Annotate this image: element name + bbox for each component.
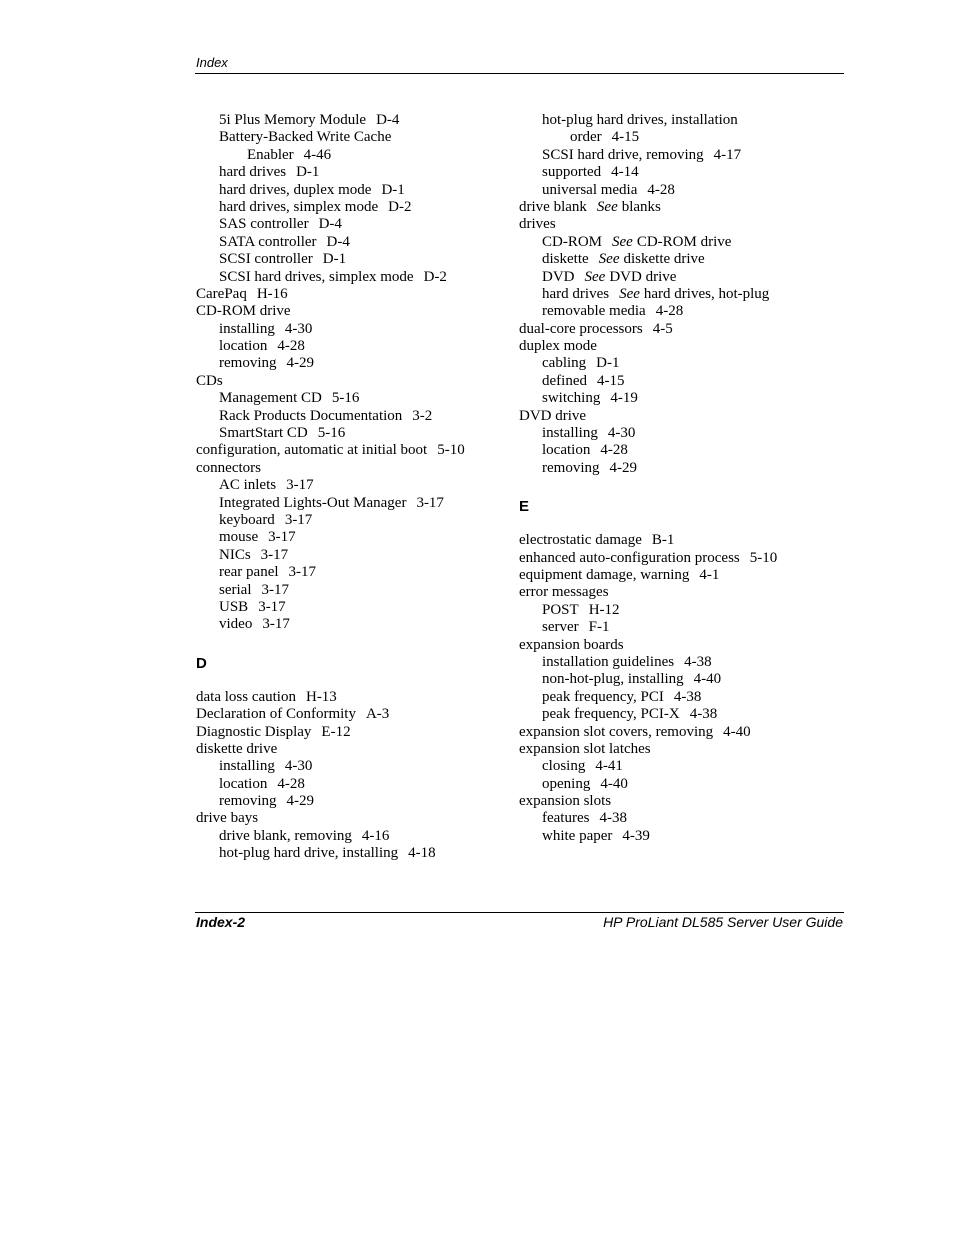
entry-page: 4-40 (723, 723, 751, 740)
index-entry (519, 199, 839, 216)
index-entry (196, 845, 516, 862)
entry-term: mouse (219, 529, 259, 546)
entry-term: Integrated Lights-Out Manager (219, 494, 407, 511)
index-column-left (196, 112, 516, 863)
entry-page: 3-17 (262, 616, 290, 633)
entry-page: 3-17 (261, 581, 289, 598)
header-rule (195, 73, 844, 74)
entry-page: 4-40 (693, 671, 722, 688)
entry-page: D-1 (596, 355, 620, 372)
entry-term: DVD drive (519, 407, 587, 424)
entry-page: 4-18 (408, 845, 436, 862)
index-entry (519, 724, 839, 741)
index-entry (519, 567, 839, 584)
entry-term: enhanced auto-configuration process (519, 549, 740, 566)
index-entry (196, 269, 516, 286)
index-entry (196, 234, 516, 251)
entry-term: SmartStart CD (219, 425, 308, 442)
entry-term: CarePaq (196, 285, 247, 302)
entry-page: 4-19 (610, 390, 638, 407)
index-entry (196, 129, 516, 146)
entry-term: drives (519, 216, 556, 233)
entry-term: error messages (519, 584, 609, 601)
entry-term: removing (542, 459, 600, 476)
entry-term: rear panel (219, 564, 279, 581)
entry-page: 4-38 (599, 810, 627, 827)
index-entry (196, 286, 516, 303)
index-entry (519, 234, 839, 251)
entry-page: 4-30 (607, 425, 636, 442)
entry-term: NICs (219, 546, 251, 563)
entry-page: 4-28 (600, 442, 628, 459)
see-reference: See (598, 251, 620, 268)
entry-term: hot-plug hard drive, installing (219, 845, 399, 862)
entry-page: H-13 (305, 688, 337, 705)
entry-page: 4-30 (284, 320, 313, 337)
entry-term: expansion boards (519, 636, 624, 653)
index-entry (519, 338, 839, 355)
entry-page: 4-28 (277, 338, 305, 355)
index-entry (196, 460, 516, 477)
entry-term: Diagnostic Display (196, 723, 312, 740)
index-entry (519, 442, 839, 459)
entry-page: D-1 (296, 164, 320, 181)
entry-term: connectors (196, 459, 261, 476)
see-target: diskette drive (623, 251, 705, 268)
index-entry (196, 828, 516, 845)
entry-page: B-1 (651, 532, 675, 549)
entry-page: H-16 (256, 285, 288, 302)
see-reference: See (596, 198, 618, 215)
entry-page: D-4 (318, 216, 342, 233)
index-entry (196, 741, 516, 758)
index-entry (196, 390, 516, 407)
index-entry (196, 564, 516, 581)
index-entry (519, 550, 839, 567)
entry-term: DVD (542, 268, 575, 285)
entry-term: order (570, 129, 602, 146)
index-entry (519, 671, 839, 688)
entry-page: D-4 (326, 233, 350, 250)
index-entry (519, 408, 839, 425)
entry-term: diskette (542, 251, 589, 268)
entry-page: 4-39 (622, 827, 650, 844)
index-entry (196, 442, 516, 459)
index-entry (196, 529, 516, 546)
entry-page: 4-41 (595, 758, 623, 775)
entry-term: features (542, 810, 590, 827)
index-entry (196, 689, 516, 706)
entry-page: D-1 (322, 251, 347, 268)
entry-term: installing (542, 425, 598, 442)
entry-term: expansion slot covers, removing (519, 723, 714, 740)
entry-page: 4-15 (611, 129, 640, 146)
entry-term: SCSI controller (219, 251, 313, 268)
index-entry (519, 112, 839, 129)
index-entry (196, 495, 516, 512)
index-column-right (519, 112, 839, 845)
entry-term: drive blank, removing (219, 827, 352, 844)
index-entry (519, 182, 839, 199)
entry-page: 3-17 (416, 494, 444, 511)
index-entry (519, 286, 839, 303)
entry-page: 4-29 (286, 793, 314, 810)
entry-page: 5-10 (749, 549, 778, 566)
index-entry (196, 582, 516, 599)
index-entry (519, 251, 839, 268)
see-reference: See (584, 268, 606, 285)
entry-term: duplex mode (519, 338, 597, 355)
entry-page: D-1 (381, 181, 405, 198)
index-entry (196, 776, 516, 793)
index-entry (196, 477, 516, 494)
index-entry (196, 321, 516, 338)
index-entry (196, 599, 516, 616)
entry-page: 4-29 (286, 355, 314, 372)
see-target: DVD drive (609, 268, 677, 285)
index-entry (519, 147, 839, 164)
entry-term: installing (219, 320, 275, 337)
entry-page: 4-30 (284, 758, 313, 775)
entry-page: 3-17 (260, 546, 289, 563)
index-entry (196, 810, 516, 827)
entry-page: 3-17 (268, 529, 296, 546)
index-entry (196, 373, 516, 390)
entry-page: 4-1 (699, 566, 720, 583)
entry-page: 3-2 (412, 407, 433, 424)
section-letter: D (196, 654, 207, 672)
index-entry (519, 810, 839, 827)
see-reference: See (612, 233, 633, 250)
entry-term: removing (219, 793, 277, 810)
entry-term: Declaration of Conformity (196, 706, 356, 723)
entry-page: 4-28 (655, 303, 684, 320)
index-entry (196, 425, 516, 442)
index-entry (519, 758, 839, 775)
entry-page: 4-38 (673, 688, 702, 705)
index-entry (519, 828, 839, 845)
entry-term: POST (542, 601, 579, 618)
entry-page: 5-10 (437, 442, 465, 459)
see-target: blanks (621, 198, 661, 215)
index-entry (519, 425, 839, 442)
index-entry (196, 338, 516, 355)
entry-term: peak frequency, PCI (542, 688, 664, 705)
entry-term: expansion slots (519, 793, 612, 810)
entry-term: universal media (542, 181, 638, 198)
entry-term: Enabler (247, 146, 294, 163)
entry-term: hard drives, simplex mode (219, 198, 379, 215)
entry-term: SATA controller (219, 233, 317, 250)
entry-term: dual-core processors (519, 320, 643, 337)
see-reference: See (619, 285, 640, 302)
entry-page: 4-14 (611, 164, 639, 181)
index-entry (196, 706, 516, 723)
index-entry (196, 355, 516, 372)
index-entry (196, 216, 516, 233)
index-entry (519, 654, 839, 671)
entry-term: data loss caution (196, 688, 296, 705)
entry-term: location (219, 775, 268, 792)
entry-term: hard drives, duplex mode (219, 181, 372, 198)
index-entry (519, 532, 839, 549)
entry-term: SCSI hard drives, simplex mode (219, 268, 414, 285)
page-number: Index-2 (196, 914, 246, 930)
index-entry (519, 689, 839, 706)
entry-term: Management CD (219, 390, 322, 407)
entry-term: equipment damage, warning (519, 566, 690, 583)
index-entry (519, 390, 839, 407)
entry-page: 4-17 (713, 146, 742, 163)
entry-term: removable media (542, 303, 646, 320)
entry-term: hard drives (542, 285, 610, 302)
index-entry (196, 724, 516, 741)
entry-term: keyboard (219, 511, 275, 528)
index-entry (196, 251, 516, 268)
index-entry (196, 303, 516, 320)
entry-page: 4-38 (684, 653, 712, 670)
index-entry (519, 269, 839, 286)
entry-term: peak frequency, PCI-X (542, 706, 680, 723)
entry-term: cabling (542, 355, 587, 372)
entry-page: 3-17 (286, 477, 314, 494)
entry-page: 3-17 (288, 564, 317, 581)
entry-term: video (219, 616, 253, 633)
index-entry (196, 182, 516, 199)
entry-page: 5-16 (331, 390, 360, 407)
entry-term: diskette drive (196, 740, 278, 757)
section-letter: E (519, 498, 530, 516)
entry-page: D-2 (423, 268, 447, 285)
entry-page: 4-38 (689, 706, 718, 723)
index-entry (519, 602, 839, 619)
entry-term: installing (219, 758, 275, 775)
book-title: HP ProLiant DL585 Server User Guide (603, 914, 843, 930)
entry-page: 4-28 (277, 775, 305, 792)
footer-rule (195, 912, 844, 913)
index-entry (196, 147, 516, 164)
entry-term: hot-plug hard drives, installation (542, 112, 738, 128)
entry-term: Rack Products Documentation (219, 407, 403, 424)
entry-page: 4-28 (647, 181, 675, 198)
entry-page: F-1 (588, 619, 610, 636)
entry-page: A-3 (365, 706, 390, 723)
entry-page: 5-16 (317, 425, 346, 442)
entry-term: drive blank (519, 198, 587, 215)
see-target: hard drives, hot-plug (643, 285, 770, 302)
index-entry (196, 164, 516, 181)
index-entry (519, 793, 839, 810)
index-entry (519, 355, 839, 372)
index-entry (196, 758, 516, 775)
index-entry (196, 547, 516, 564)
entry-page: E-12 (321, 723, 351, 740)
entry-page: D-2 (388, 198, 412, 215)
entry-term: switching (542, 390, 601, 407)
entry-page: H-12 (588, 601, 620, 618)
entry-page: 3-17 (284, 511, 313, 528)
index-entry (519, 584, 839, 601)
entry-term: SAS controller (219, 216, 309, 233)
entry-page: 3-17 (258, 598, 286, 615)
entry-term: CD-ROM (542, 233, 603, 250)
index-entry (519, 164, 839, 181)
entry-term: location (219, 338, 268, 355)
index-entry (519, 303, 839, 320)
index-entry (196, 512, 516, 529)
entry-term: USB (219, 598, 249, 615)
entry-term: hard drives (219, 164, 287, 181)
index-entry (519, 129, 839, 146)
index-entry (519, 373, 839, 390)
entry-term: expansion slot latches (519, 740, 651, 757)
index-entry (519, 706, 839, 723)
entry-term: serial (219, 581, 252, 598)
entry-term: installation guidelines (542, 653, 675, 670)
see-target: CD-ROM drive (636, 233, 732, 250)
index-entry (196, 616, 516, 633)
entry-term: non-hot-plug, installing (542, 671, 684, 688)
index-entry (196, 112, 516, 129)
entry-term: 5i Plus Memory Module (219, 112, 367, 128)
entry-term: electrostatic damage (519, 532, 642, 549)
entry-term: supported (542, 164, 602, 181)
entry-page: D-4 (376, 112, 400, 128)
entry-term: server (542, 619, 579, 636)
index-entry (519, 460, 839, 477)
entry-term: AC inlets (219, 477, 277, 494)
entry-page: 4-29 (609, 459, 637, 476)
index-entry (519, 216, 839, 233)
index-entry (196, 793, 516, 810)
entry-term: drive bays (196, 810, 259, 827)
index-entry (519, 637, 839, 654)
entry-term: removing (219, 355, 277, 372)
entry-term: white paper (542, 827, 613, 844)
index-entry (519, 741, 839, 758)
entry-page: 4-40 (600, 775, 628, 792)
running-header: Index (196, 55, 228, 70)
entry-page: 4-46 (303, 146, 332, 163)
index-entry (196, 199, 516, 216)
entry-term: SCSI hard drive, removing (542, 146, 704, 163)
entry-term: CDs (196, 372, 223, 389)
entry-term: Battery-Backed Write Cache (219, 129, 392, 146)
entry-term: opening (542, 775, 591, 792)
index-entry (196, 408, 516, 425)
entry-term: location (542, 442, 591, 459)
index-entry (519, 776, 839, 793)
entry-term: configuration, automatic at initial boot (196, 442, 428, 459)
entry-page: 4-15 (596, 372, 625, 389)
entry-term: CD-ROM drive (196, 303, 291, 320)
entry-page: 4-16 (361, 827, 390, 844)
entry-term: defined (542, 372, 587, 389)
index-entry (519, 321, 839, 338)
entry-page: 4-5 (652, 320, 673, 337)
index-entry (519, 619, 839, 636)
entry-term: closing (542, 758, 586, 775)
